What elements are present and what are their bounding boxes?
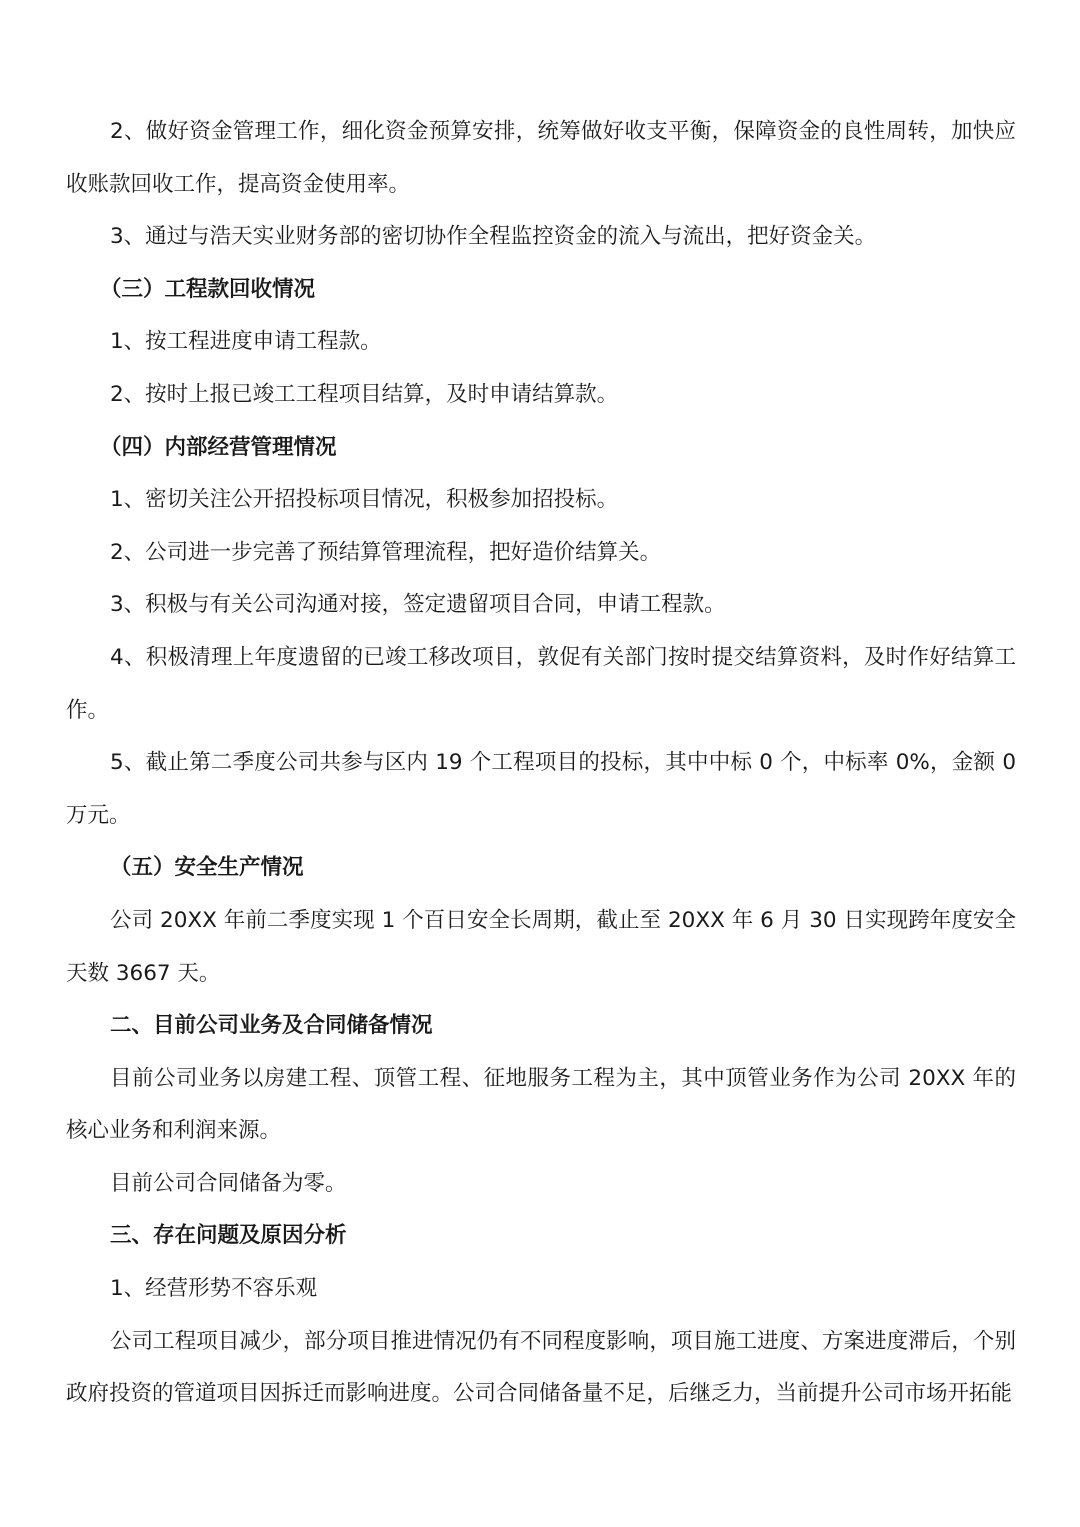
paragraph-issue-1-detail: 公司工程项目减少，部分项目推进情况仍有不同程度影响，项目施工进度、方案进度滞后，个别政府投资的管道项目因拆迁而影响进度。公司合同储备量不足，后继乏力，当前提升公司市场开拓能	[66, 1328, 1016, 1407]
paragraph-internal-5: 5、截止第二季度公司共参与区内 19 个工程项目的投标，其中中标 0 个，中标率 0%，金额 0 万元。	[66, 750, 1016, 828]
paragraph-internal-1: 1、密切关注公开招投标项目情况，积极参加招投标。	[110, 487, 619, 513]
heading-internal-management: （四）内部经营管理情况	[100, 434, 337, 460]
paragraph-business-2: 目前公司合同储备为零。	[110, 1170, 347, 1196]
paragraph-collection-1: 1、按工程进度申请工程款。	[110, 329, 382, 355]
heading-business-and-contracts: 二、目前公司业务及合同储备情况	[110, 1013, 433, 1039]
paragraph-internal-3: 3、积极与有关公司沟通对接，签定遗留项目合同，申请工程款。	[110, 592, 726, 618]
paragraph-issue-1: 1、经营形势不容乐观	[110, 1276, 318, 1302]
document-body	[66, 106, 1016, 1421]
paragraph-collection-2: 2、按时上报已竣工工程项目结算，及时申请结算款。	[110, 381, 619, 407]
paragraph-finance-2: 2、做好资金管理工作，细化资金预算安排，统筹做好收支平衡，保障资金的良性周转，加快应收账款回收工作，提高资金使用率。	[66, 119, 1016, 197]
heading-project-payment-collection: （三）工程款回收情况	[100, 276, 316, 302]
paragraph-finance-3: 3、通过与浩天实业财务部的密切协作全程监控资金的流入与流出，把好资金关。	[110, 224, 877, 250]
paragraph-internal-4: 4、积极清理上年度遗留的已竣工移改项目，敦促有关部门按时提交结算资料，及时作好结算工作。	[66, 644, 1016, 723]
heading-problems-and-causes: 三、存在问题及原因分析	[110, 1223, 347, 1249]
paragraph-safety-1: 公司 20XX 年前二季度实现 1 个百日安全长周期，截止至 20XX 年 6 月 30 日实现跨年度安全天数 3667 天。	[66, 907, 1016, 986]
heading-safety-production: （五）安全生产情况	[110, 855, 304, 881]
paragraph-internal-2: 2、公司进一步完善了预结算管理流程，把好造价结算关。	[110, 539, 662, 565]
paragraph-business-1: 目前公司业务以房建工程、顶管工程、征地服务工程为主，其中顶管业务作为公司 20XX 年的核心业务和利润来源。	[66, 1065, 1016, 1144]
